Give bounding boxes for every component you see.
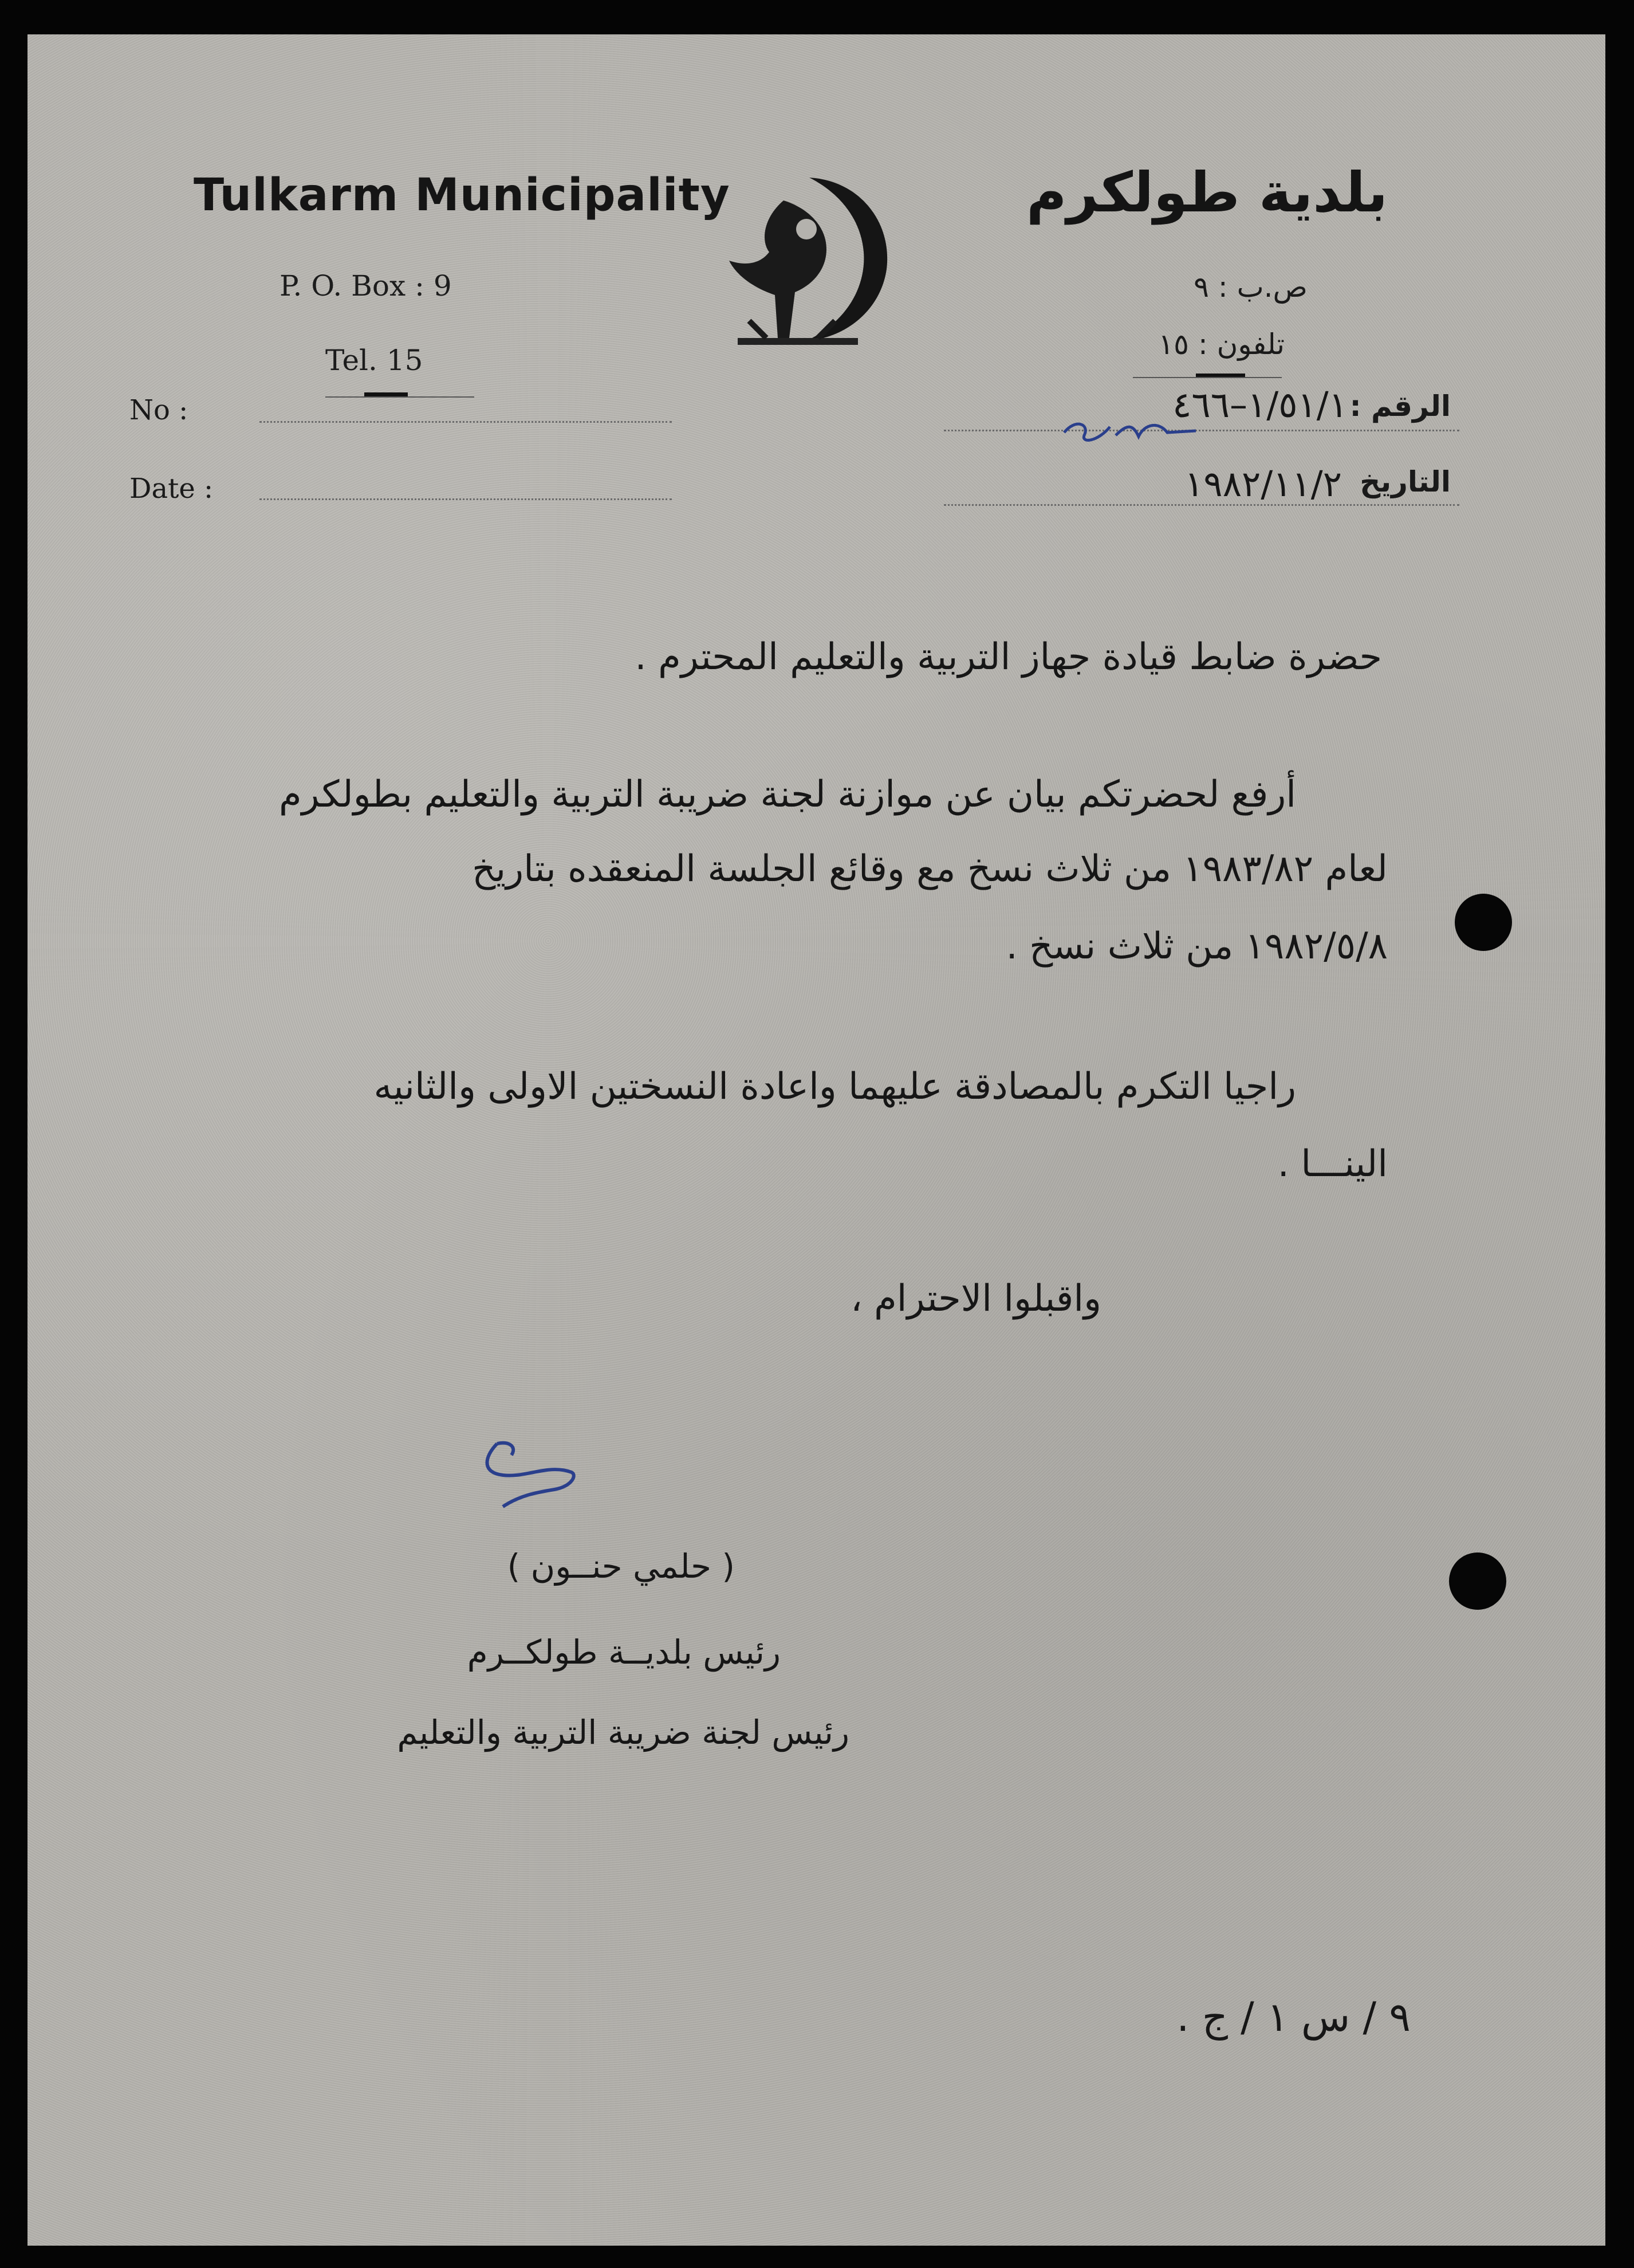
arabic-date-line bbox=[944, 504, 1459, 506]
letterhead-english-po-box: P. O. Box : 9 bbox=[279, 269, 452, 302]
punch-hole-upper bbox=[1455, 894, 1512, 951]
letterhead-arabic-po-box: ص.ب : ٩ bbox=[1194, 270, 1308, 304]
paragraph1-line3: ١٩٨٢/٥/٨ من ثلاث نسخ . bbox=[1006, 925, 1388, 968]
date-field-line bbox=[259, 498, 672, 500]
arabic-tel-rule bbox=[1133, 377, 1282, 378]
letterhead-arabic-name: بلدية طولكرم bbox=[1026, 160, 1388, 225]
signature-initials-icon bbox=[463, 1432, 606, 1524]
punch-hole-lower bbox=[1449, 1552, 1506, 1610]
paragraph2-line2: الينـــا . bbox=[1277, 1143, 1388, 1185]
signatory-name: ( حلمي حنــون ) bbox=[507, 1547, 735, 1586]
arabic-date-label: التاريخ bbox=[1360, 465, 1451, 498]
signatory-title-mayor: رئيس بلديــة طولكــرم bbox=[467, 1633, 781, 1672]
signatory-title-committee: رئيس لجنة ضريبة التربية والتعليم bbox=[397, 1713, 849, 1752]
paragraph1-line1: أرفع لحضرتكم بيان عن موازنة لجنة ضريبة التربية والتعليم بطولكرم bbox=[279, 773, 1296, 816]
handwritten-annotation: ٩ / س ١ / ج . bbox=[1176, 1994, 1411, 2041]
paragraph1-line2: لعام ١٩٨٣/٨٢ من ثلاث نسخ مع وقائع الجلسة المنعقده بتاريخ bbox=[472, 848, 1388, 890]
letter-paper bbox=[27, 34, 1605, 2246]
tel-underline bbox=[364, 392, 408, 396]
paragraph2-line1: راجيا التكرم بالمصادقة عليهما واعادة النسختين الاولى والثانيه bbox=[373, 1066, 1296, 1108]
letter-closing: واقبلوا الاحترام ، bbox=[851, 1278, 1101, 1320]
no-field-line bbox=[259, 421, 672, 423]
date-label: Date : bbox=[129, 473, 214, 505]
letterhead-english-name: Tulkarm Municipality bbox=[194, 170, 730, 221]
municipality-emblem-icon bbox=[703, 166, 898, 361]
arabic-ref-label: الرقم : bbox=[1349, 390, 1451, 423]
letterhead-arabic-tel: تلفون : ١٥ bbox=[1158, 328, 1285, 361]
tel-rule bbox=[325, 396, 474, 398]
letterhead-english-tel: Tel. 15 bbox=[325, 344, 423, 377]
arabic-date-value: ١٩٨٢/١١/٢ bbox=[1184, 463, 1342, 505]
letter-salutation: حضرة ضابط قيادة جهاز التربية والتعليم المحترم . bbox=[635, 636, 1382, 678]
arabic-ref-value: ١/٥١/١–٤٦٦ bbox=[1172, 384, 1348, 426]
no-label: No : bbox=[129, 394, 188, 426]
blue-ref-handwriting-icon bbox=[1058, 401, 1207, 453]
